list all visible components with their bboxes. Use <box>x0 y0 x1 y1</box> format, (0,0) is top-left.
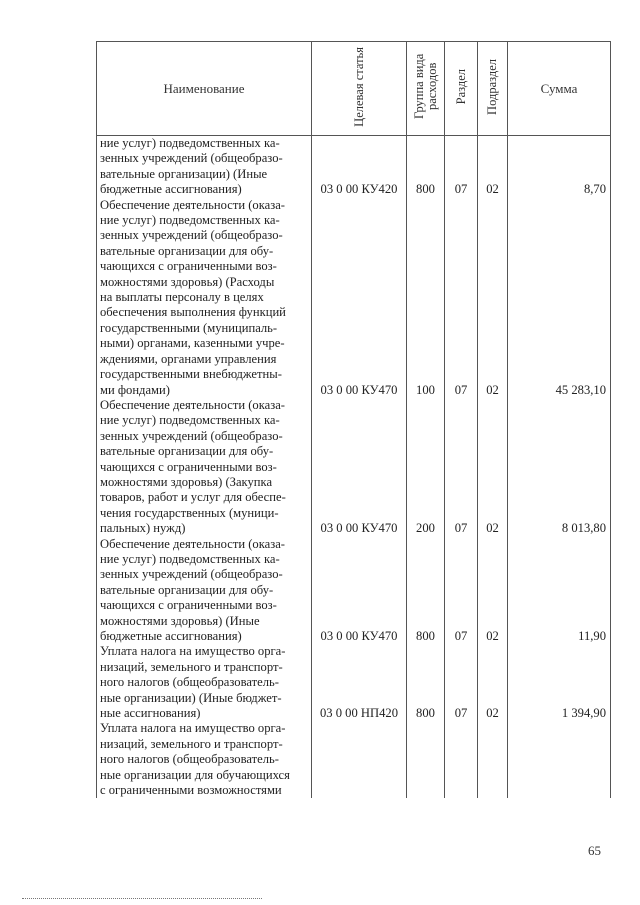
row-subsection: 02 <box>478 537 508 645</box>
row-name-line: Уплата налога на имущество орга- <box>100 721 286 736</box>
row-name-line: зенных учреждений (общеобразо- <box>100 151 283 166</box>
table-row <box>97 198 611 398</box>
row-name-line: бюджетные ассигнования) <box>100 182 242 197</box>
row-sum: 8 013,80 <box>508 398 611 537</box>
row-name-line: государственными (муниципаль- <box>100 320 278 335</box>
row-section: 07 <box>445 398 478 537</box>
row-name <box>97 644 312 721</box>
row-name-line: можностями здоровья) (Иные <box>100 613 260 628</box>
row-name-line: чающихся с ограниченными воз- <box>100 598 277 613</box>
page-number: 65 <box>588 843 601 858</box>
table-header-row <box>97 42 611 136</box>
row-sum: 1 394,90 <box>508 644 611 721</box>
row-name-line: низаций, земельного и транспорт- <box>100 736 283 751</box>
row-name-line: ние услуг) подведомственных ка- <box>100 136 280 150</box>
row-name-line: ного налогов (общеобразователь- <box>100 675 279 690</box>
footer-rule <box>22 898 262 899</box>
row-name-line: ние услуг) подведомственных ка- <box>100 413 280 428</box>
row-name-line: вательные организации) (Иные <box>100 166 268 181</box>
row-name-line: зенных учреждений (общеобразо- <box>100 428 283 443</box>
header-name: Наименование <box>97 42 312 136</box>
row-name <box>97 198 312 398</box>
row-subsection: 02 <box>478 198 508 398</box>
row-name-line: вательные организации для обу- <box>100 582 274 597</box>
row-group <box>407 721 445 798</box>
row-section <box>445 721 478 798</box>
row-name-line: чения государственных (муници- <box>100 505 279 520</box>
row-subsection: 02 <box>478 398 508 537</box>
row-name-line: вательные организации для обу- <box>100 444 274 459</box>
row-name-line: Обеспечение деятельности (оказа- <box>100 197 285 212</box>
row-code: 03 0 00 КУ470 <box>312 198 407 398</box>
row-group: 100 <box>407 198 445 398</box>
row-section: 07 <box>445 644 478 721</box>
row-group: 800 <box>407 136 445 198</box>
row-name-line: вательные организации для обу- <box>100 243 274 258</box>
row-sum: 11,90 <box>508 537 611 645</box>
row-name-line: ного налогов (общеобразователь- <box>100 752 279 767</box>
row-name-line: можностями здоровья) (Расходы <box>100 274 275 289</box>
row-name-line: ные организации для обучающихся <box>100 767 290 782</box>
row-name-line: зенных учреждений (общеобразо- <box>100 567 283 582</box>
row-name <box>97 721 312 798</box>
row-name-line: ние услуг) подведомственных ка- <box>100 551 280 566</box>
row-code: 03 0 00 КУ420 <box>312 136 407 198</box>
row-name-line: Обеспечение деятельности (оказа- <box>100 397 285 412</box>
header-section: Раздел <box>445 42 478 136</box>
row-name-line: чающихся с ограниченными воз- <box>100 459 277 474</box>
row-group: 200 <box>407 398 445 537</box>
row-name <box>97 398 312 537</box>
budget-table <box>96 41 611 798</box>
row-name-line: Уплата налога на имущество орга- <box>100 644 286 659</box>
row-name-line: государственными внебюджетны- <box>100 367 282 382</box>
row-name-line: с ограниченными возможностями <box>100 783 282 798</box>
row-name-line: ми фондами) <box>100 382 170 397</box>
row-name-line: обеспечения выполнения функций <box>100 305 286 320</box>
row-code: 03 0 00 КУ470 <box>312 398 407 537</box>
row-name <box>97 537 312 645</box>
row-name-line: ждениями, органами управления <box>100 351 277 366</box>
row-section: 07 <box>445 198 478 398</box>
row-sum: 45 283,10 <box>508 198 611 398</box>
table-row <box>97 136 611 198</box>
row-code: 03 0 00 НП420 <box>312 644 407 721</box>
row-name-line: ние услуг) подведомственных ка- <box>100 213 280 228</box>
row-name <box>97 136 312 198</box>
row-name-line: Обеспечение деятельности (оказа- <box>100 536 285 551</box>
row-name-line: ные ассигнования) <box>100 706 201 721</box>
row-name-line: товаров, работ и услуг для обеспе- <box>100 490 286 505</box>
row-name-line: чающихся с ограниченными воз- <box>100 259 277 274</box>
row-name-line: низаций, земельного и транспорт- <box>100 659 283 674</box>
row-sum <box>508 721 611 798</box>
row-subsection: 02 <box>478 644 508 721</box>
row-group: 800 <box>407 537 445 645</box>
row-name-line: пальных) нужд) <box>100 521 186 536</box>
row-name-line: зенных учреждений (общеобразо- <box>100 228 283 243</box>
row-subsection <box>478 721 508 798</box>
header-group: Группа вида расходов <box>407 42 445 136</box>
table-row <box>97 398 611 537</box>
header-sum: Сумма <box>508 42 611 136</box>
row-section: 07 <box>445 136 478 198</box>
row-subsection: 02 <box>478 136 508 198</box>
header-code: Целевая статья <box>312 42 407 136</box>
row-name-line: бюджетные ассигнования) <box>100 629 242 643</box>
row-code <box>312 721 407 798</box>
row-name-line: на выплаты персоналу в целях <box>100 290 264 305</box>
row-name-line: ными) органами, казенными учре- <box>100 336 285 351</box>
row-sum: 8,70 <box>508 136 611 198</box>
row-code: 03 0 00 КУ470 <box>312 537 407 645</box>
row-name-line: можностями здоровья) (Закупка <box>100 474 273 489</box>
table-row <box>97 644 611 721</box>
row-group: 800 <box>407 644 445 721</box>
row-section: 07 <box>445 537 478 645</box>
row-name-line: ные организации) (Иные бюджет- <box>100 690 282 705</box>
table-row <box>97 721 611 798</box>
header-subsection: Подраздел <box>478 42 508 136</box>
table-row <box>97 537 611 645</box>
